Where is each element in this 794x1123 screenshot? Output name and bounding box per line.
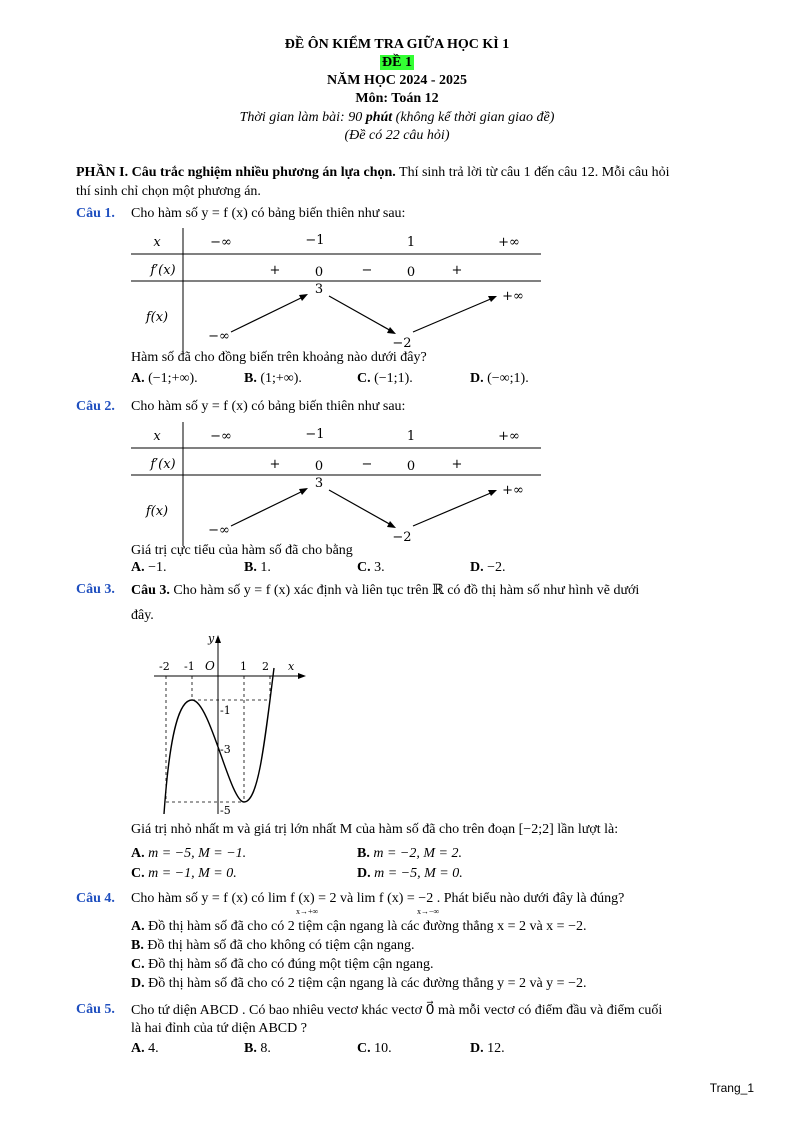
q2-arrowhead-1 — [299, 488, 308, 495]
section-intro — [76, 165, 766, 181]
q2-fval-4: +∞ — [502, 483, 524, 498]
q3-option-b-letter: B. — [357, 846, 370, 861]
q5-option-c — [357, 1041, 392, 1057]
q2-option-b-text: 1. — [256, 560, 271, 575]
q2-sign-4: 0 — [406, 459, 416, 474]
q4-option-b — [131, 938, 414, 954]
q1-prompt: Hàm số đã cho đồng biến trên khoảng nào dưới đây? — [131, 350, 427, 365]
q3-option-d — [357, 866, 463, 882]
q2-option-a-text: −1. — [144, 560, 167, 575]
q3-option-c — [131, 866, 237, 882]
q3-prompt: Giá trị nhỏ nhất m và giá trị lớn nhất M của hàm số đã cho trên đoạn [−2;2] lần lượt là: — [131, 822, 619, 837]
q2-option-d-text: −2. — [483, 560, 506, 575]
q4-option-d-letter: D. — [131, 976, 145, 991]
q3-option-c-text: m = −1, M = 0. — [144, 866, 237, 881]
q1-arrowhead-1 — [299, 294, 308, 301]
q1-fval-3: −2 — [392, 336, 412, 351]
q3-option-b — [357, 846, 462, 862]
q4-stem: Cho hàm số y = f (x) có lim f (x) = 2 và lim f (x) = −2 . Phát biểu nào dưới đây là đúng? — [131, 891, 625, 906]
q3-xtick-1: 1 — [240, 660, 247, 673]
page-number: Trang_1 — [709, 1081, 754, 1095]
q2-xval-4: +∞ — [498, 429, 520, 444]
q4-option-c-text: Đồ thị hàm số đã cho có đúng một tiệm cận ngang. — [144, 957, 434, 972]
q2-option-c-text: 3. — [370, 560, 385, 575]
q3-stem — [131, 582, 771, 599]
q1-sign-5: + — [451, 263, 463, 278]
q1-f-label: f(x) — [145, 310, 169, 325]
q2-arrowhead-2 — [387, 521, 396, 528]
q2-option-b — [244, 560, 271, 576]
q3-option-d-letter: D. — [357, 866, 371, 881]
q1-xval-4: +∞ — [498, 235, 520, 250]
q2-sign-1: + — [269, 457, 281, 472]
q1-x-label: x — [153, 235, 161, 250]
q3-option-b-text: m = −2, M = 2. — [369, 846, 462, 861]
school-year: NĂM HỌC 2024 - 2025 — [327, 73, 467, 88]
q5-option-d-text: 12. — [483, 1041, 505, 1056]
q1-option-a-text: (−1;+∞). — [144, 371, 198, 386]
q3-y-arrow — [215, 635, 221, 643]
q3-ytick-neg5: -5 — [220, 804, 231, 816]
q2-option-b-letter: B. — [244, 560, 257, 575]
q1-option-b — [244, 371, 302, 387]
q3-y-label: y — [208, 632, 215, 645]
q1-option-a — [131, 371, 198, 387]
q3-option-a-text: m = −5, M = −1. — [144, 846, 247, 861]
q3-graph — [150, 628, 310, 816]
time-after: (không kể thời gian giao đề) — [392, 110, 555, 125]
q3-origin-label: O — [205, 659, 215, 673]
exam-code-highlight: ĐỀ 1 — [382, 55, 412, 70]
q2-option-c-letter: C. — [357, 560, 371, 575]
q3-option-d-text: m = −5, M = 0. — [370, 866, 463, 881]
q1-sign-2: 0 — [314, 265, 324, 280]
q5-option-b — [244, 1041, 271, 1057]
q3-option-a — [131, 846, 246, 862]
q1-sign-3: − — [361, 263, 373, 278]
q1-xval-1: −∞ — [210, 235, 232, 250]
time-info — [0, 110, 794, 126]
q5-stem-line1: Cho tứ diện ABCD . Có bao nhiêu vectơ khác vectơ 0⃗ mà mỗi vectơ có điểm đầu và điểm cuối — [131, 1003, 663, 1018]
q1-option-d-text: (−∞;1). — [483, 371, 529, 386]
q1-fval-4: +∞ — [502, 289, 524, 304]
section-desc-1: Thí sinh trả lời từ câu 1 đến câu 12. Mỗi câu hỏi — [395, 165, 670, 180]
q1-variation-table — [131, 226, 543, 354]
q1-label: Câu 1. — [76, 206, 115, 221]
q3-xtick-neg1: -1 — [184, 660, 195, 673]
q2-option-c — [357, 560, 385, 576]
q2-sign-3: − — [361, 457, 373, 472]
q3-stem-line1: Cho hàm số y = f (x) xác định và liên tục trên ℝ có đồ thị hàm số như hình vẽ dưới — [169, 583, 640, 598]
q2-option-a — [131, 560, 167, 576]
q2-xval-1: −∞ — [210, 429, 232, 444]
q1-xval-2: −1 — [305, 233, 325, 248]
q4-label: Câu 4. — [76, 891, 115, 906]
q3-ytick-neg1: -1 — [220, 704, 231, 717]
q2-fval-1: −∞ — [208, 523, 230, 538]
q1-arrow-down — [329, 296, 393, 332]
q4-option-b-text: Đồ thị hàm số đã cho không có tiệm cận ngang. — [143, 938, 415, 953]
q4-option-d — [131, 976, 586, 992]
q3-option-c-letter: C. — [131, 866, 145, 881]
q1-stem: Cho hàm số y = f (x) có bảng biến thiên như sau: — [131, 206, 406, 221]
q4-option-d-text: Đồ thị hàm số đã cho có 2 tiệm cận ngang là các đường thẳng y = 2 và y = −2. — [144, 976, 587, 991]
q4-option-c-letter: C. — [131, 957, 145, 972]
q2-sign-2: 0 — [314, 459, 324, 474]
q2-xval-3: 1 — [406, 429, 416, 444]
q2-prompt: Giá trị cực tiểu của hàm số đã cho bằng — [131, 543, 353, 558]
q2-arrow-up-2 — [413, 492, 493, 526]
q1-fp-label: f′(x) — [150, 263, 176, 278]
q1-sign-1: + — [269, 263, 281, 278]
q1-option-c — [357, 371, 413, 387]
q5-option-c-text: 10. — [370, 1041, 392, 1056]
q3-x-arrow — [298, 673, 306, 679]
q3-label: Câu 3. — [76, 582, 115, 597]
q3-stem-line2: đây. — [131, 608, 154, 623]
q4-option-a-text: Đồ thị hàm số đã cho có 2 tiệm cận ngang là các đường thẳng x = 2 và x = −2. — [144, 919, 587, 934]
q2-option-a-letter: A. — [131, 560, 145, 575]
time-bold: phút — [365, 110, 393, 125]
q5-stem-line2: là hai đỉnh của tứ diện ABCD ? — [131, 1021, 307, 1036]
q4-lim1-sub: x→+∞ — [296, 907, 319, 916]
question-count: (Đề có 22 câu hỏi) — [344, 128, 450, 143]
q5-option-d-letter: D. — [470, 1041, 484, 1056]
q3-curve — [164, 668, 274, 814]
q1-arrow-up-2 — [413, 298, 493, 332]
q2-option-d — [470, 560, 506, 576]
q5-option-d — [470, 1041, 505, 1057]
q4-option-c — [131, 957, 434, 973]
q1-arrowhead-2 — [387, 327, 396, 334]
q1-option-c-text: (−1;1). — [370, 371, 413, 386]
q2-fval-3: −2 — [392, 530, 412, 545]
q3-ytick-neg3: -3 — [220, 743, 231, 756]
q5-option-a-text: 4. — [144, 1041, 159, 1056]
q5-option-c-letter: C. — [357, 1041, 371, 1056]
section-desc-2: thí sinh chỉ chọn một phương án. — [76, 184, 261, 199]
q1-xval-3: 1 — [406, 235, 416, 250]
q5-option-b-letter: B. — [244, 1041, 257, 1056]
q2-fp-label: f′(x) — [150, 457, 176, 472]
q1-option-d-letter: D. — [470, 371, 484, 386]
q1-fval-1: −∞ — [208, 329, 230, 344]
q2-option-d-letter: D. — [470, 560, 484, 575]
q2-x-label: x — [153, 429, 161, 444]
q1-option-c-letter: C. — [357, 371, 371, 386]
q5-option-a-letter: A. — [131, 1041, 145, 1056]
subject: Môn: Toán 12 — [355, 91, 439, 106]
q2-arrow-down — [329, 490, 393, 526]
q3-x-label: x — [288, 660, 295, 673]
q3-xtick-neg2: -2 — [159, 660, 170, 673]
q2-f-label: f(x) — [145, 504, 169, 519]
q1-fval-2: 3 — [314, 282, 324, 297]
exam-title: ĐỀ ÔN KIỂM TRA GIỮA HỌC KÌ 1 — [284, 37, 510, 52]
q1-option-b-letter: B. — [244, 371, 257, 386]
q4-option-a — [131, 919, 586, 935]
q5-option-a — [131, 1041, 159, 1057]
q1-sign-4: 0 — [406, 265, 416, 280]
section-title: PHẦN I. Câu trắc nghiệm nhiều phương án lựa chọn. — [76, 165, 396, 180]
q4-option-a-letter: A. — [131, 919, 145, 934]
q2-xval-2: −1 — [305, 427, 325, 442]
q2-sign-5: + — [451, 457, 463, 472]
q5-label: Câu 5. — [76, 1002, 115, 1017]
q3-option-a-letter: A. — [131, 846, 145, 861]
q1-option-d — [470, 371, 529, 387]
q2-fval-2: 3 — [314, 476, 324, 491]
q1-option-b-text: (1;+∞). — [256, 371, 302, 386]
q1-option-a-letter: A. — [131, 371, 145, 386]
q4-option-b-letter: B. — [131, 938, 144, 953]
q3-xtick-2: 2 — [262, 660, 269, 673]
q4-lim2-sub: x→−∞ — [417, 907, 440, 916]
time-before: Thời gian làm bài: 90 — [239, 110, 366, 125]
q1-arrow-up-1 — [231, 296, 305, 332]
q3-inner-label: Câu 3. — [131, 583, 170, 598]
q5-option-b-text: 8. — [256, 1041, 271, 1056]
q2-arrow-up-1 — [231, 490, 305, 526]
q2-variation-table — [131, 420, 543, 548]
q2-stem: Cho hàm số y = f (x) có bảng biến thiên như sau: — [131, 399, 406, 414]
exam-code — [0, 55, 794, 71]
q2-label: Câu 2. — [76, 399, 115, 414]
